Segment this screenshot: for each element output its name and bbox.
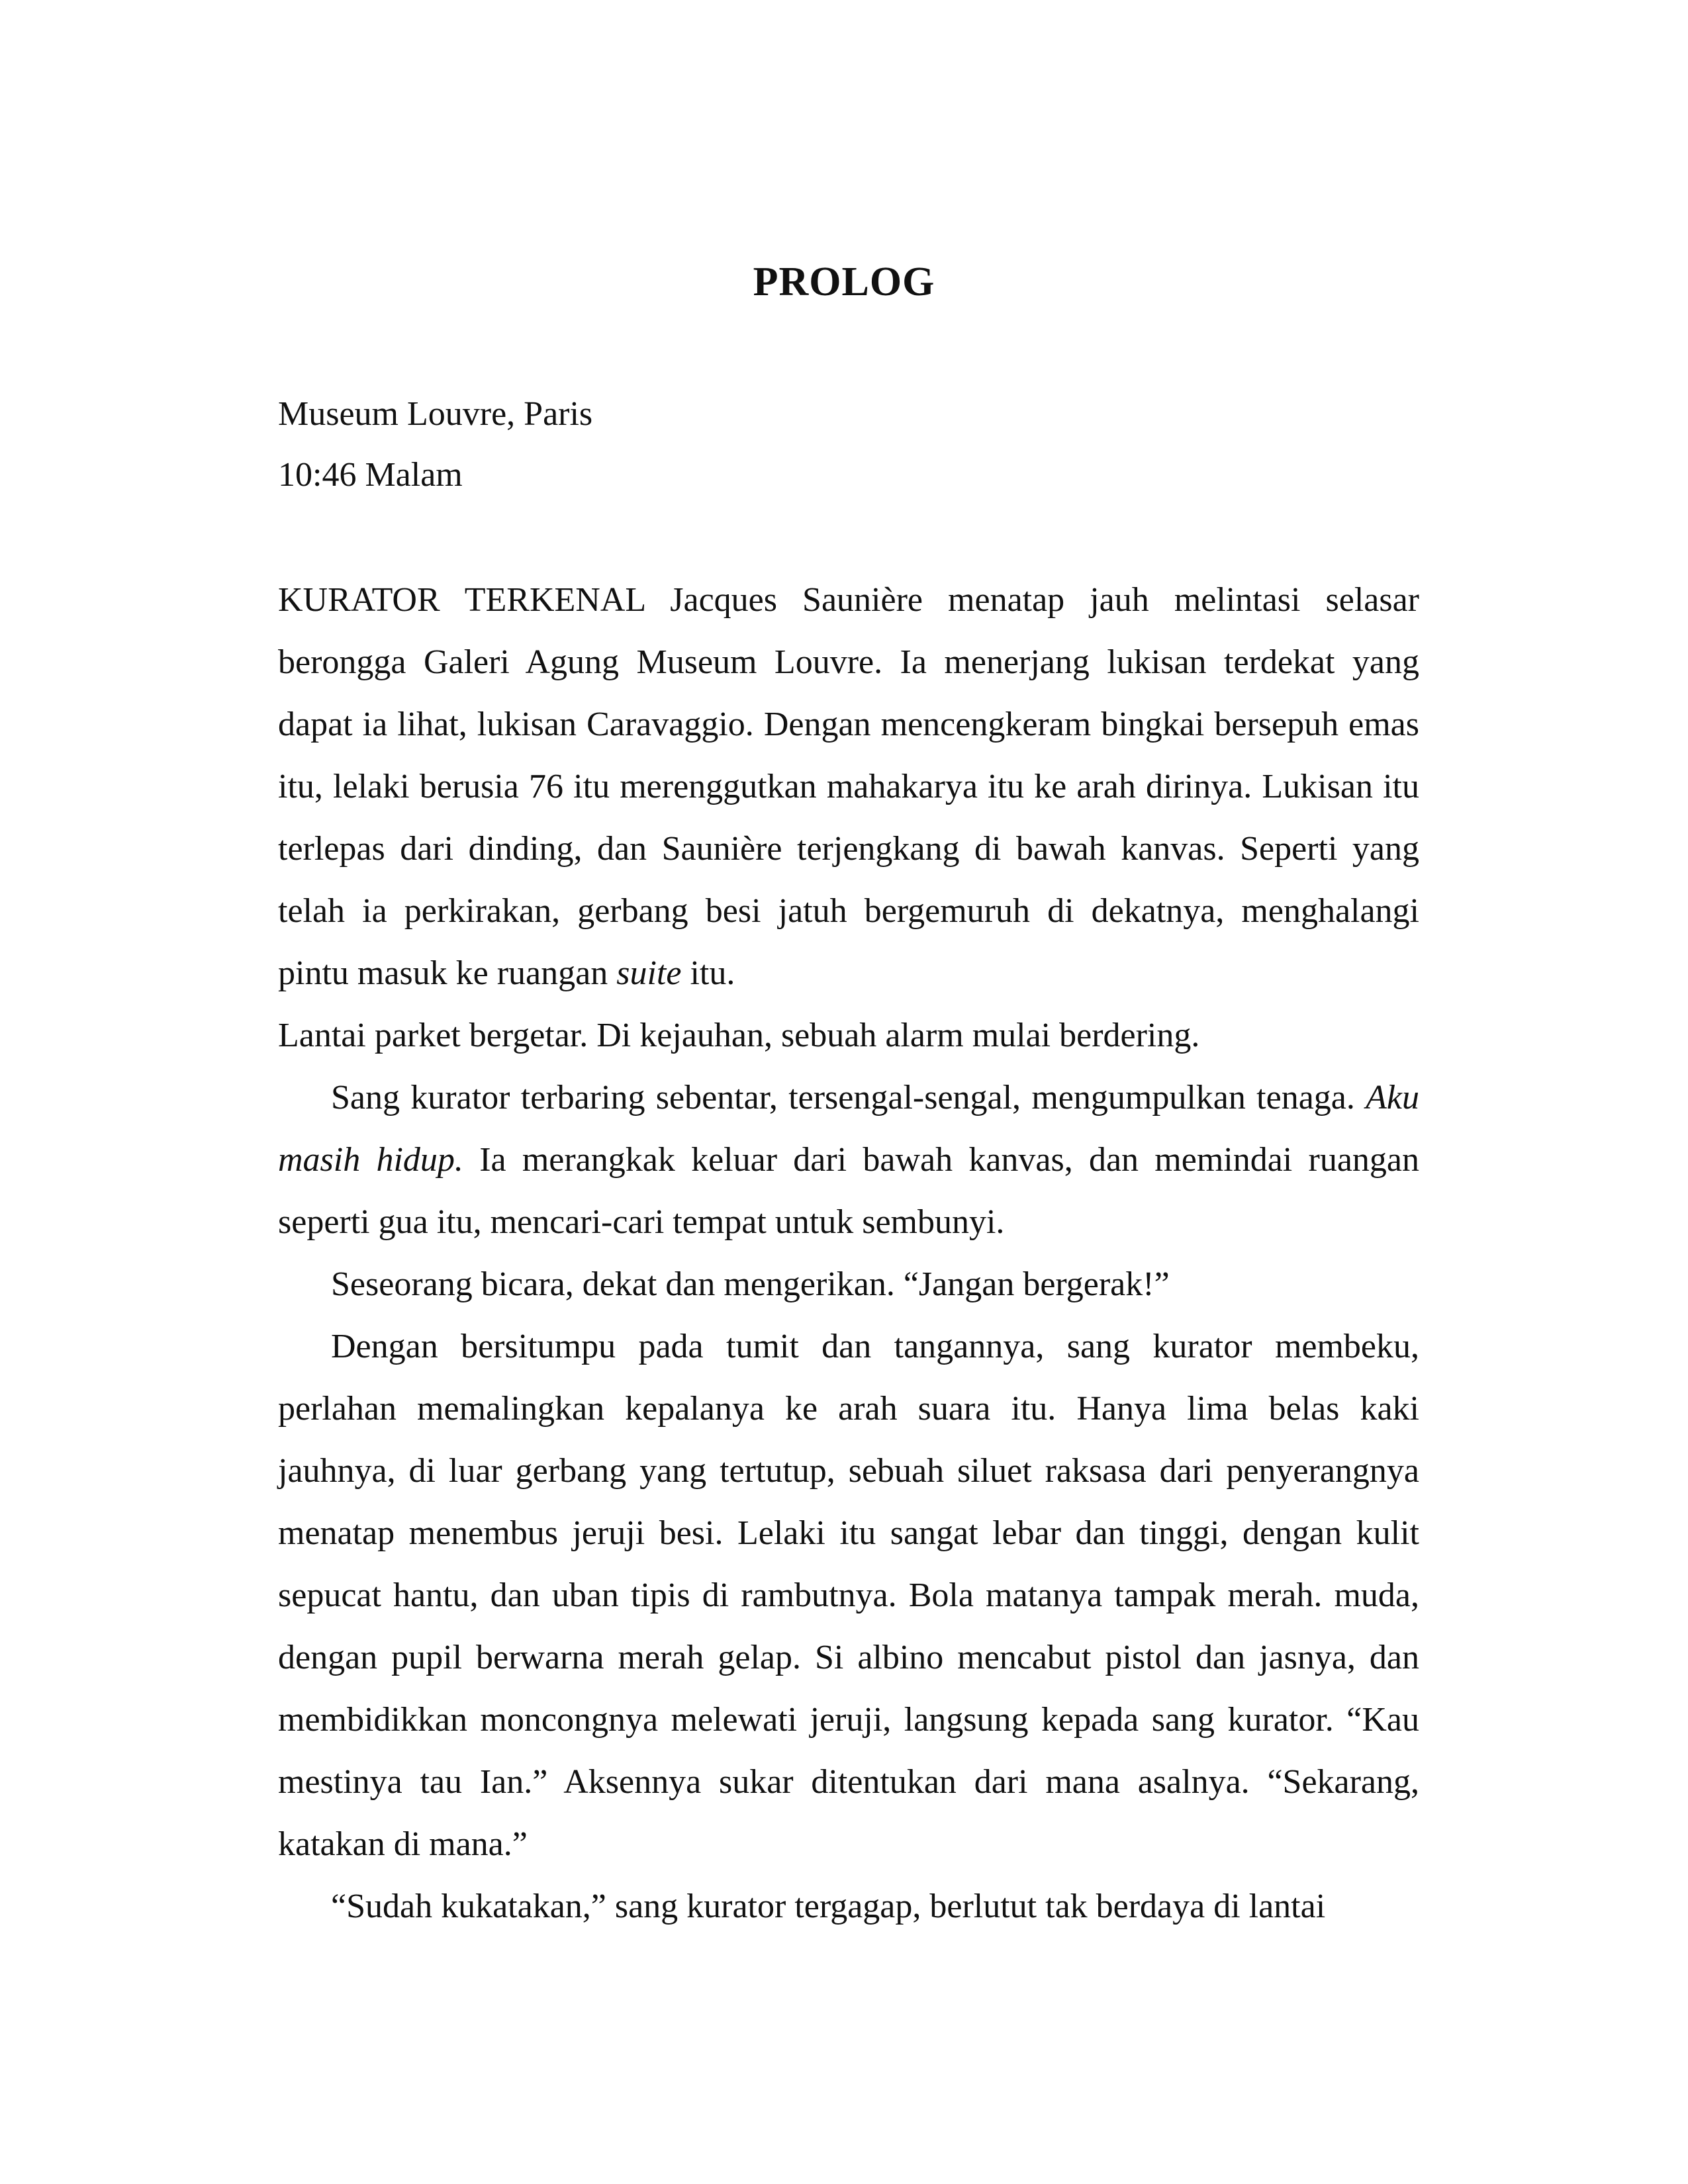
paragraph-5: Dengan bersitumpu pada tumit dan tangannya, sang kurator membeku, perlahan memalingkan kepalanya ke arah suara itu. Hanya lima belas kaki jauhnya, di luar gerbang yang tertutup, sebuah siluet raksasa dari penyerangnya menatap menembus jeruji besi. Lelaki itu sangat lebar dan tinggi, dengan kulit sepucat hantu, dan uban tipis di rambutnya. Bola matanya tampak merah. muda, dengan pupil berwarna merah gelap. Si albino mencabut pistol dan jasnya, dan membidikkan moncongnya melewati jeruji, langsung kepada sang kurator. “Kau mestinya tau Ian.” Aksennya sukar ditentukan dari mana asalnya. “Sekarang, katakan di mana.” [278,1328,1419,1863]
paragraph-3: Sang kurator terbaring sebentar, tersengal-sengal, mengumpulkan tenaga. Aku masih hidup. Ia merangkak keluar dari bawah kanvas, dan memindai ruangan seperti gua itu, mencari-cari tempat untuk sembunyi. [278,1079,1419,1241]
italic-thought: Aku masih hidup. [278,1079,1419,1179]
location-line: Museum Louvre, Paris [278,395,593,433]
italic-suite: suite [616,954,682,992]
body-text [278,569,1419,1938]
paragraph-2: Lantai parket bergetar. Di kejauhan, sebuah alarm mulai berdering. [278,1017,1200,1054]
paragraph-6: “Sudah kukatakan,” sang kurator tergagap, berlutut tak berdaya di lantai [331,1888,1326,1925]
time-line: 10:46 Malam [278,456,463,494]
paragraph-4: Seseorang bicara, dekat dan mengerikan. “Jangan bergerak!” [331,1265,1170,1303]
paragraph-1: KURATOR TERKENAL Jacques Saunière menatap jauh melintasi selasar berongga Galeri Agung Museum Louvre. Ia menerjang lukisan terdekat yang dapat ia lihat, lukisan Caravaggio. Dengan mencengkeram bingkai bersepuh emas itu, lelaki berusia 76 itu merenggutkan mahakarya itu ke arah dirinya. Lukisan itu terlepas dari dinding, dan Saunière terjengkang di bawah kanvas. Seperti yang telah ia perkirakan, gerbang besi jatuh bergemuruh di dekatnya, menghalangi pintu masuk ke ruangan suite itu. [278,581,1419,992]
chapter-title: PROLOG [753,259,935,304]
